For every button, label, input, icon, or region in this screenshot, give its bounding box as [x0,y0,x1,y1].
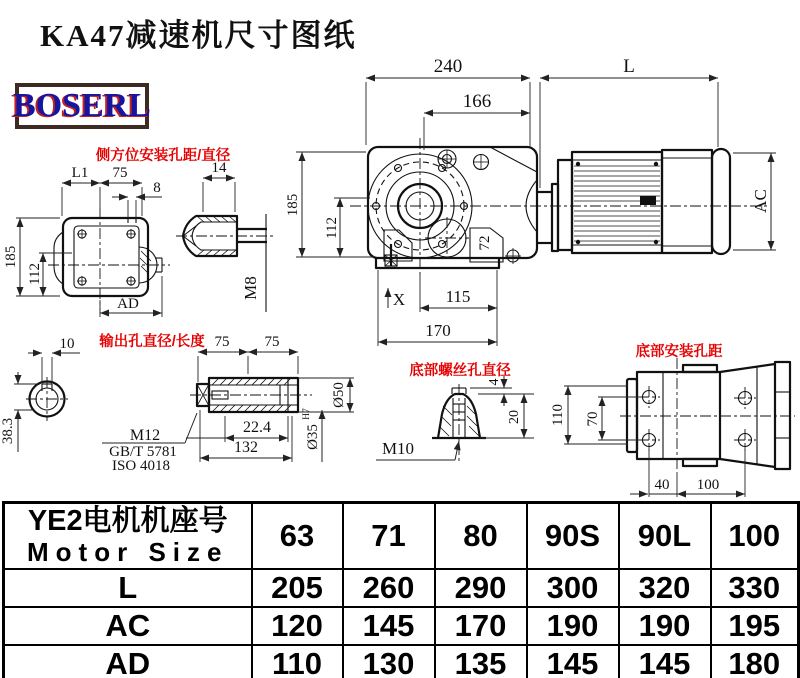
dim-70: 70 [585,411,601,427]
anchor-bolt-symbol [385,244,397,266]
cell-AC-90S: 190 [527,607,619,645]
boserl-logo-text: BOSERL [13,87,151,124]
col-80: 80 [435,503,527,569]
dim-110: 110 [550,404,566,426]
table-row-AD [4,645,799,678]
dim-L1: L1 [71,165,89,181]
dim-dia50: Ø50 [331,382,347,408]
dim-h7: H7 [302,408,312,420]
cell-AC-80: 170 [435,607,527,645]
cell-AD-100: 180 [711,645,799,678]
callout-gbt: GB/T 5781 [109,444,177,460]
cell-AD-90S: 145 [527,645,619,678]
dim-185-main: 185 [285,193,301,217]
dim-166: 166 [462,91,492,112]
dim-240: 240 [433,56,463,77]
dim-20: 20 [507,410,522,424]
label-bottom-mount: 底部安装孔距 [635,344,723,360]
bolt-standard-callout [102,413,197,474]
cell-AD-71: 130 [343,645,435,678]
callout-M12: M12 [129,427,161,444]
label-bottom-screw: 底部螺丝孔直径 [409,363,511,379]
dim-8: 8 [153,180,161,196]
dim-AC: AC [751,189,770,213]
col-100: 100 [711,503,799,569]
dim-72: 72 [477,235,493,251]
cell-AC-100: 195 [711,607,799,645]
dim-75a: 75 [214,334,230,350]
label-output-hole: 输出孔直径/长度 [99,334,205,350]
dim-170: 170 [425,321,451,340]
dim-M10: M10 [381,439,415,458]
row-label-AC: AC [4,607,252,645]
col-90L: 90L [619,503,711,569]
dim-100: 100 [696,477,720,493]
page-title: KA47减速机尺寸图纸 [40,18,357,53]
cell-AC-90L: 190 [619,607,711,645]
bottom-mounting-view [550,358,795,497]
cell-L-80: 290 [435,569,527,607]
dim-112-main: 112 [324,217,340,239]
mounting-holes [638,386,756,451]
col-63: 63 [252,503,343,569]
header-cn: YE2电机机座号 [27,504,228,537]
cell-L-71: 260 [343,569,435,607]
table-header-row [4,503,799,569]
table-row-AC [4,607,799,645]
corner-bolts [77,229,136,286]
dim-40: 40 [654,477,670,493]
row-label-AD: AD [4,645,252,678]
dim-10: 10 [59,336,75,352]
cell-L-63: 205 [252,569,343,607]
output-shaft-section [186,334,354,462]
label-side-mount-holes: 侧方位安装孔距/直径 [95,148,231,164]
dim-115: 115 [445,287,471,306]
dim-14: 14 [211,160,227,176]
output-shaft-end-view [0,336,80,452]
header-en: Motor Size [27,537,229,568]
dim-185-side: 185 [3,245,19,269]
dim-22-4: 22.4 [243,419,271,436]
dim-4: 4 [487,378,502,386]
header-motor-size [4,503,252,569]
col-71: 71 [343,503,435,569]
table-row-L [4,569,799,607]
cell-AD-90L: 145 [619,645,711,678]
row-label-L: L [4,569,252,607]
dim-X: X [392,290,406,309]
cell-L-90L: 320 [619,569,711,607]
dim-M8: M8 [241,276,260,300]
cell-AD-63: 110 [252,645,343,678]
dim-112-side: 112 [27,263,43,285]
dim-75b: 75 [264,334,280,350]
dim-AD: AD [117,296,139,312]
main-view-dimensions [285,56,776,346]
side-view-gearbox [3,165,170,317]
dim-L: L [623,56,635,77]
cell-AC-71: 145 [343,607,435,645]
dim-38-3: 38.3 [0,417,16,445]
main-view-gearbox-motor [350,138,770,274]
cell-L-90S: 300 [527,569,619,607]
cell-L-100: 330 [711,569,799,607]
cell-AD-80: 135 [435,645,527,678]
dim-132: 132 [234,439,258,456]
side-bolt-detail [176,160,274,312]
dim-dia35: Ø35 [305,424,321,450]
motor-size-table [2,501,800,678]
callout-iso: ISO 4018 [112,458,170,474]
bottom-screw-detail [376,376,534,462]
cell-AC-63: 120 [252,607,343,645]
dim-75-side: 75 [112,165,128,181]
col-90S: 90S [527,503,619,569]
